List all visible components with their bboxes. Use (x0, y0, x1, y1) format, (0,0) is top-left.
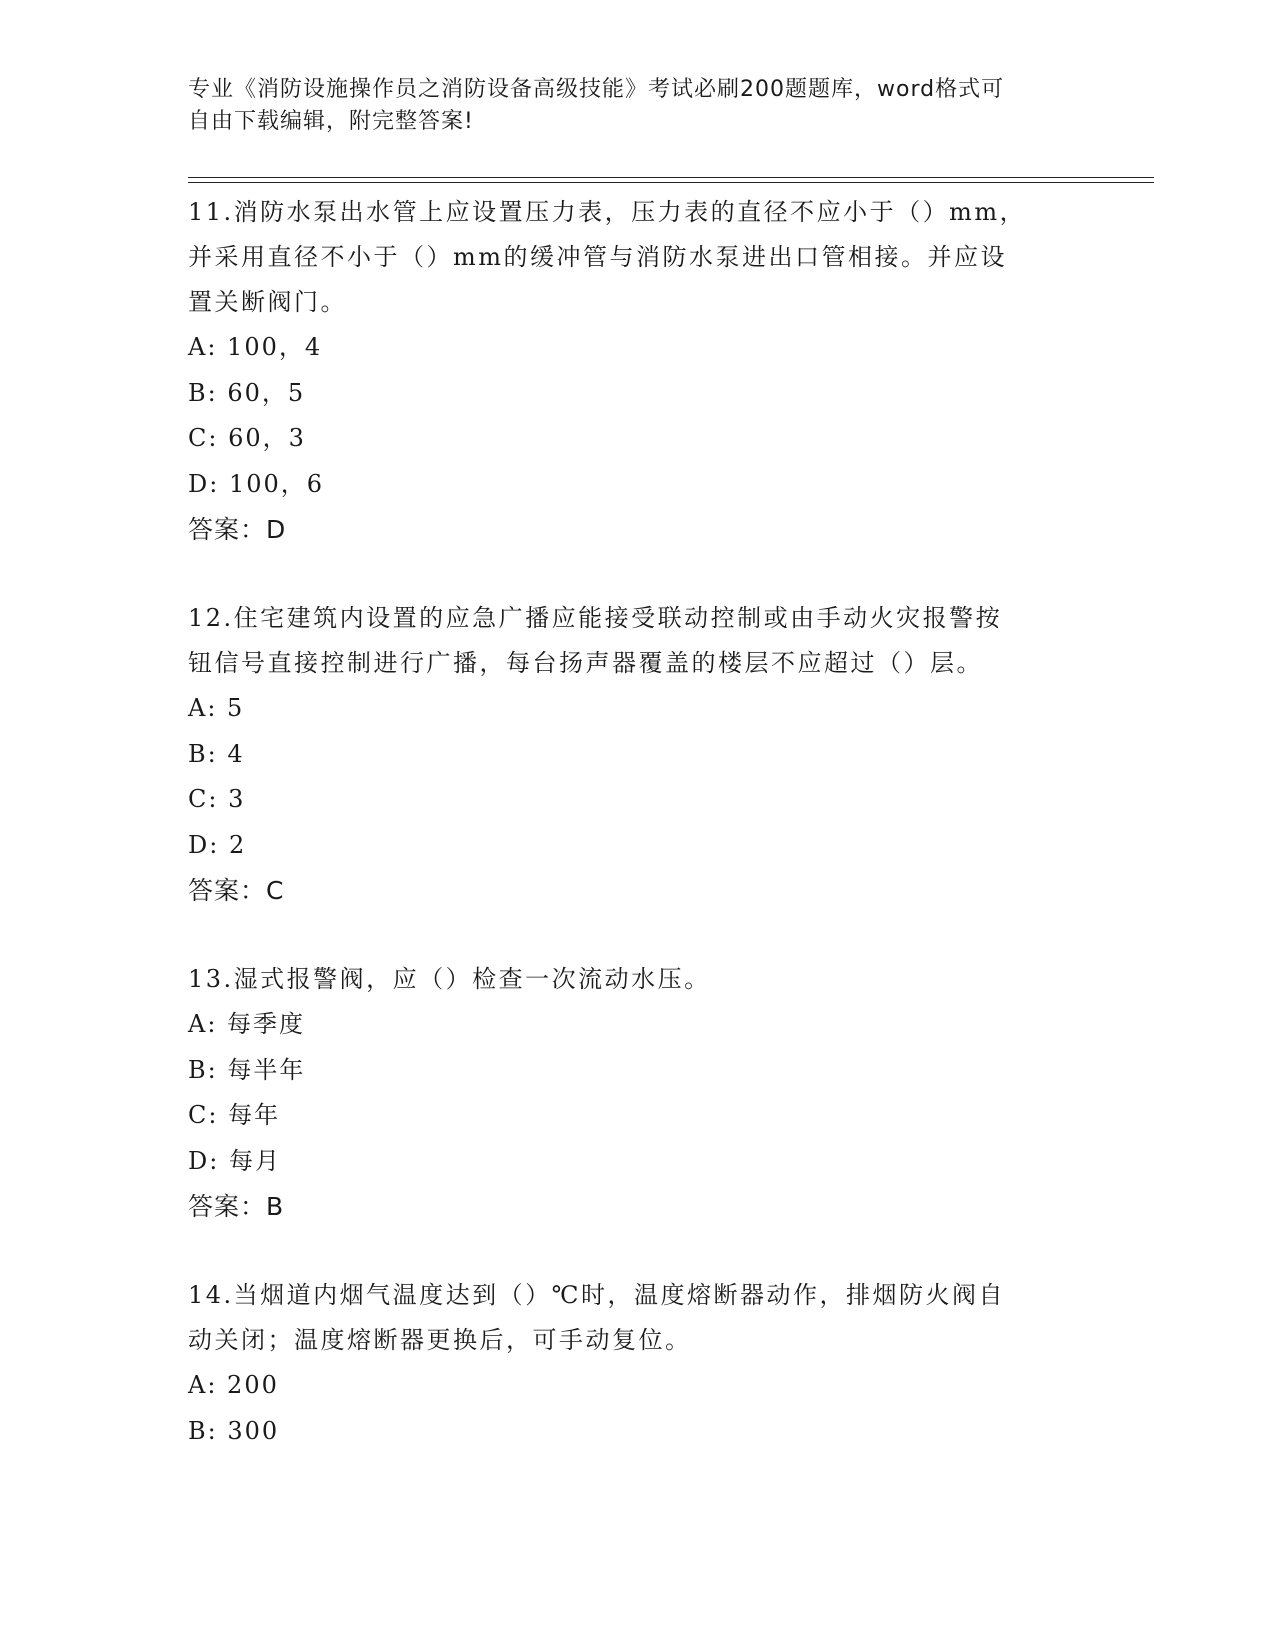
question-text-line: 并采用直径不小于（）mm的缓冲管与消防水泵进出口管相接。并应设 (188, 243, 1008, 271)
question-13 (188, 957, 1088, 1229)
option-a: A: 100，4 (188, 333, 323, 361)
header-title-line-2: 自由下载编辑，附完整答案! (188, 109, 474, 134)
question-text-line: 14.当烟道内烟气温度达到（）℃时，温度熔断器动作，排烟防火阀自 (188, 1281, 1006, 1309)
option-b: B: 300 (188, 1416, 280, 1445)
option-c: C: 3 (188, 785, 246, 813)
question-text-line: 动关闭；温度熔断器更换后，可手动复位。 (188, 1326, 692, 1354)
option-d: D: 2 (188, 830, 247, 859)
answer-label: 答案：C (188, 876, 285, 905)
option-a: A: 每季度 (188, 1010, 306, 1038)
option-b: B: 60，5 (188, 378, 306, 407)
option-a: A: 200 (188, 1371, 279, 1399)
option-a: A: 5 (188, 694, 245, 722)
question-12 (188, 596, 1088, 913)
question-text-line: 11.消防水泵出水管上应设置压力表，压力表的直径不应小于（）mm， (188, 198, 1027, 226)
option-c: C: 60，3 (188, 424, 306, 452)
answer-label: 答案：D (188, 515, 287, 544)
option-d: D: 每月 (188, 1146, 281, 1175)
header-title-line-1: 专业《消防设施操作员之消防设备高级技能》考试必刷200题题库，word格式可 (188, 77, 1005, 102)
option-d: D: 100，6 (188, 469, 325, 498)
question-text-line: 12.住宅建筑内设置的应急广播应能接受联动控制或由手动火灾报警按 (188, 604, 1003, 632)
option-c: C: 每年 (188, 1101, 281, 1129)
question-14 (188, 1273, 1088, 1454)
option-b: B: 每半年 (188, 1055, 306, 1084)
question-text-line: 13.湿式报警阀，应（）检查一次流动水压。 (188, 965, 711, 993)
header-divider-top (188, 177, 1154, 178)
option-b: B: 4 (188, 739, 245, 768)
question-11 (188, 190, 1088, 552)
question-text-line: 钮信号直接控制进行广播，每台扬声器覆盖的楼层不应超过（）层。 (188, 649, 983, 677)
document-header (188, 74, 1078, 138)
question-text-line: 置关断阀门。 (188, 288, 347, 316)
answer-label: 答案：B (188, 1192, 285, 1221)
header-divider-bottom (188, 182, 1154, 183)
question-list (188, 190, 1088, 1498)
